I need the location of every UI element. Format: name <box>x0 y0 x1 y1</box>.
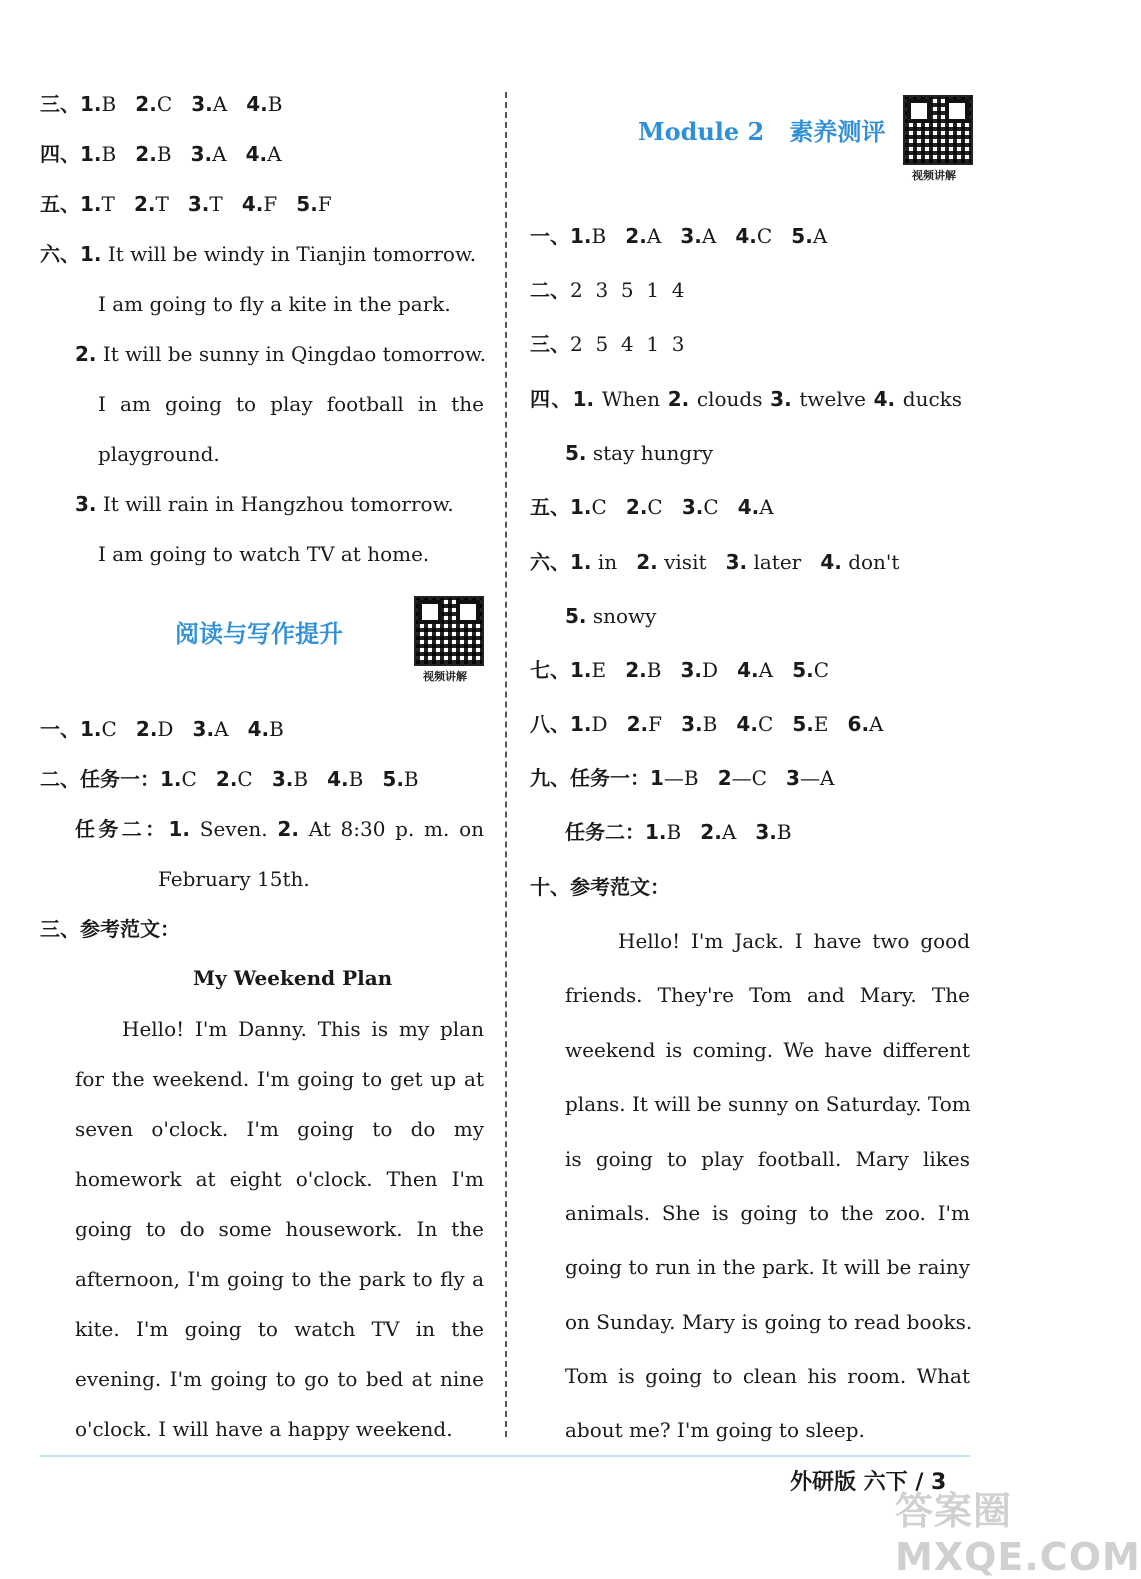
answer-row-6-line6 <box>75 490 454 518</box>
item-number: 5. <box>382 767 404 791</box>
item-answer: B <box>591 224 607 248</box>
item-number: 2. <box>75 342 97 366</box>
item-number: 5. <box>296 192 318 216</box>
item-number: 3. <box>725 550 748 574</box>
item-answer: T <box>101 192 115 216</box>
item-answer: February 15th. <box>158 867 310 891</box>
essay-line: going to run in the park. It will be rainy <box>565 1255 970 1279</box>
item-answer: When <box>601 387 660 411</box>
item-number: 1. <box>570 550 592 574</box>
item-number: 2. <box>135 92 157 116</box>
item-answer: stay hungry <box>592 441 714 465</box>
item-number: 3. <box>75 492 97 516</box>
ordering-answer: 2 5 4 1 3 <box>570 332 685 356</box>
item-number: 3. <box>190 142 213 166</box>
item-answer: don't <box>848 550 900 574</box>
qr-code-icon[interactable] <box>903 95 973 165</box>
answer-sentence: playground. <box>98 442 220 466</box>
essay-title: My Weekend Plan <box>193 966 393 990</box>
section-label: 一、 <box>40 717 80 741</box>
reading-row-2 <box>40 765 419 793</box>
item-number: 1. <box>80 242 102 266</box>
item-answer: B <box>267 92 283 116</box>
section-label: 五、 <box>40 192 80 216</box>
item-number: 2. <box>625 658 647 682</box>
section-label: 三、 <box>530 332 570 356</box>
item-answer: B <box>101 92 117 116</box>
item-answer: B <box>156 142 172 166</box>
answer-sentence: It will be sunny in Qingdao tomorrow. <box>102 342 486 366</box>
answer-sentence: It will be windy in Tianjin tomorrow. <box>107 242 477 266</box>
item-answer: in <box>597 550 618 574</box>
answer-row-6-line1 <box>40 240 476 268</box>
item-number: 5. <box>792 712 814 736</box>
module-row-1 <box>530 222 827 250</box>
item-answer: C <box>101 717 117 741</box>
item-answer: —C <box>731 766 767 790</box>
item-answer: C <box>591 495 607 519</box>
item-answer: twelve <box>799 387 866 411</box>
item-number: 4. <box>241 192 264 216</box>
watermark: 答案圈 MXQE.COM <box>895 1489 1141 1579</box>
item-answer: T <box>155 192 169 216</box>
answer-row-4 <box>40 140 282 168</box>
item-number: 4. <box>327 767 349 791</box>
section-label: 任务二： <box>565 820 645 844</box>
section-label: 一、 <box>530 224 570 248</box>
essay-line: homework at eight o'clock. Then I'm <box>75 1167 484 1191</box>
item-answer: A <box>214 717 229 741</box>
item-answer: A <box>721 820 737 844</box>
essay-line: Hello! I'm Jack. I have two good <box>618 929 970 953</box>
item-number: 1. <box>160 767 182 791</box>
reading-row-2b <box>75 815 484 843</box>
answer-sentence: I am going to play football in the <box>98 392 484 416</box>
item-answer: C <box>703 495 719 519</box>
item-number: 4. <box>736 712 758 736</box>
item-number: 1. <box>645 820 667 844</box>
item-number: 2 <box>717 766 732 790</box>
item-number: 1. <box>80 192 102 216</box>
item-number: 3. <box>192 717 215 741</box>
essay-line: for the weekend. I'm going to get up at <box>75 1067 484 1091</box>
module-row-6 <box>530 548 899 576</box>
item-number: 5. <box>792 658 814 682</box>
item-answer: A <box>869 712 884 736</box>
footer-rule <box>40 1455 970 1457</box>
item-number: 6. <box>847 712 870 736</box>
item-number: 3. <box>191 92 213 116</box>
answer-row-6-line3 <box>75 340 486 368</box>
item-number: 4. <box>247 717 270 741</box>
item-answer: E <box>591 658 607 682</box>
item-number: 1. <box>570 495 592 519</box>
item-answer: B <box>348 767 364 791</box>
item-answer: E <box>813 712 829 736</box>
item-number: 1. <box>570 712 592 736</box>
item-number: 3. <box>187 192 210 216</box>
item-number: 3. <box>681 712 703 736</box>
section-label: 四、 <box>530 387 573 411</box>
item-answer: A <box>701 224 717 248</box>
item-answer: A <box>267 142 282 166</box>
module-row-2 <box>530 276 684 304</box>
item-answer: later <box>753 550 802 574</box>
qr-label: 视频讲解 <box>423 670 467 683</box>
essay-line: animals. She is going to the zoo. I'm <box>565 1201 970 1225</box>
item-answer: C <box>156 92 173 116</box>
item-answer: B <box>702 712 718 736</box>
item-answer: A <box>212 92 228 116</box>
item-answer: D <box>702 658 719 682</box>
qr-label: 视频讲解 <box>912 169 956 182</box>
item-number: 1. <box>80 92 102 116</box>
item-number: 2. <box>135 717 158 741</box>
item-answer: A <box>646 224 662 248</box>
item-number: 1. <box>572 387 595 411</box>
item-number: 5. <box>565 604 587 628</box>
essay-line: Hello! I'm Danny. This is my plan <box>122 1017 484 1041</box>
item-answer: Seven. <box>199 817 268 841</box>
item-number: 4. <box>246 92 268 116</box>
item-number: 2. <box>133 192 156 216</box>
item-answer: B <box>646 658 662 682</box>
item-answer: A <box>759 495 774 519</box>
module-row-4b <box>565 439 713 467</box>
item-answer: visit <box>664 550 707 574</box>
item-number: 2. <box>625 224 647 248</box>
module-number: Module 2 <box>638 117 765 146</box>
section-label: 六、 <box>530 550 570 574</box>
item-answer: B <box>101 142 117 166</box>
answer-sentence: I am going to watch TV at home. <box>98 542 430 566</box>
item-answer: B <box>666 820 682 844</box>
item-answer: T <box>209 192 223 216</box>
item-number: 4. <box>820 550 842 574</box>
essay-line: friends. They're Tom and Mary. The <box>565 983 970 1007</box>
item-number: 3. <box>755 820 777 844</box>
section-label: 二、 <box>530 278 570 302</box>
module-subtitle: 素养测评 <box>789 118 886 146</box>
answer-sentence: It will rain in Hangzhou tomorrow. <box>102 492 454 516</box>
item-number: 1. <box>168 817 191 841</box>
section-label: 六、 <box>40 242 80 266</box>
item-answer: C <box>237 767 253 791</box>
essay-line: Tom is going to clean his room. What <box>565 1364 970 1388</box>
item-answer: B <box>776 820 792 844</box>
essay-line: is going to play football. Mary likes <box>565 1147 970 1171</box>
item-number: 4. <box>245 142 268 166</box>
essay-line: evening. I'm going to go to bed at nine <box>75 1367 484 1391</box>
module-row-4 <box>530 385 962 413</box>
item-number: 4. <box>737 495 760 519</box>
module-row-7 <box>530 656 829 684</box>
section-label: 九、任务一： <box>530 766 650 790</box>
item-number: 2. <box>625 495 648 519</box>
module-row-6b <box>565 602 656 630</box>
item-number: 3. <box>770 387 792 411</box>
essay-line: o'clock. I will have a happy weekend. <box>75 1417 453 1441</box>
essay-line: about me? I'm going to sleep. <box>565 1418 865 1442</box>
item-number: 2. <box>636 550 658 574</box>
item-number: 2. <box>626 712 649 736</box>
essay-line: going to do some housework. In the <box>75 1217 484 1241</box>
item-number: 3. <box>680 658 703 682</box>
module-heading <box>638 112 885 147</box>
reading-row-1 <box>40 715 284 743</box>
item-answer: C <box>181 767 197 791</box>
item-number: 1. <box>80 142 102 166</box>
module-row-9b <box>565 818 792 846</box>
answer-row-5 <box>40 190 332 218</box>
section-label: 三、 <box>40 92 80 116</box>
item-number: 3. <box>680 224 702 248</box>
item-number: 4. <box>737 658 759 682</box>
item-number: 1. <box>570 658 592 682</box>
item-number: 1. <box>570 224 592 248</box>
reading-row-3 <box>40 915 180 943</box>
item-answer: B <box>403 767 419 791</box>
item-number: 4. <box>735 224 757 248</box>
item-number: 1 <box>650 766 664 790</box>
qr-code-icon[interactable] <box>414 596 484 666</box>
item-number: 5. <box>791 224 813 248</box>
item-number: 2. <box>700 820 722 844</box>
item-answer: A <box>758 658 774 682</box>
item-answer: C <box>756 224 773 248</box>
item-number: 3. <box>681 495 704 519</box>
item-answer: A <box>812 224 828 248</box>
item-answer: —B <box>663 766 699 790</box>
answer-sentence: I am going to fly a kite in the park. <box>98 292 451 316</box>
essay-line: afternoon, I'm going to the park to fly a <box>75 1267 484 1291</box>
item-answer: F <box>317 192 332 216</box>
item-answer: C <box>813 658 830 682</box>
essay-line: kite. I'm going to watch TV in the <box>75 1317 484 1341</box>
item-answer: D <box>157 717 174 741</box>
item-answer: —A <box>799 766 835 790</box>
section-label: 七、 <box>530 658 570 682</box>
module-row-8 <box>530 710 884 738</box>
item-number: 2. <box>277 817 299 841</box>
item-number: 1. <box>80 717 102 741</box>
item-number: 3. <box>271 767 294 791</box>
item-answer: C <box>647 495 663 519</box>
essay-line: weekend is coming. We have different <box>565 1038 970 1062</box>
module-row-3 <box>530 330 684 358</box>
page-footer: 外研版 六下 / 3 <box>790 1470 947 1495</box>
reading-writing-heading: 阅读与写作提升 <box>175 620 343 648</box>
item-answer: A <box>212 142 227 166</box>
essay-line: on Sunday. Mary is going to read books. <box>565 1310 973 1334</box>
item-answer: B <box>269 717 284 741</box>
item-number: 3 <box>786 766 800 790</box>
module-row-5 <box>530 493 774 521</box>
item-number: 4. <box>873 387 896 411</box>
item-answer: snowy <box>592 604 657 628</box>
item-answer: At 8:30 p. m. on <box>308 817 485 841</box>
item-answer: ducks <box>902 387 963 411</box>
item-answer: clouds <box>696 387 763 411</box>
section-label: 二、任务一： <box>40 767 160 791</box>
section-label: 四、 <box>40 142 80 166</box>
item-number: 5. <box>565 441 587 465</box>
essay-line: plans. It will be sunny on Saturday. Tom <box>565 1092 971 1116</box>
module-row-10 <box>530 873 670 901</box>
item-number: 2. <box>135 142 157 166</box>
item-number: 2. <box>667 387 690 411</box>
section-label: 任务二： <box>75 817 169 841</box>
section-label: 三、参考范文： <box>40 917 180 941</box>
item-answer: D <box>591 712 608 736</box>
section-label: 八、 <box>530 712 570 736</box>
item-answer: F <box>648 712 663 736</box>
module-row-9 <box>530 764 834 792</box>
item-answer: F <box>263 192 278 216</box>
column-divider <box>505 92 507 1437</box>
section-label: 五、 <box>530 495 570 519</box>
section-label: 十、参考范文： <box>530 875 670 899</box>
ordering-answer: 2 3 5 1 4 <box>570 278 685 302</box>
item-answer: B <box>293 767 309 791</box>
essay-line: seven o'clock. I'm going to do my <box>75 1117 484 1141</box>
item-number: 2. <box>215 767 238 791</box>
answer-row-3 <box>40 90 282 118</box>
item-answer: C <box>757 712 774 736</box>
